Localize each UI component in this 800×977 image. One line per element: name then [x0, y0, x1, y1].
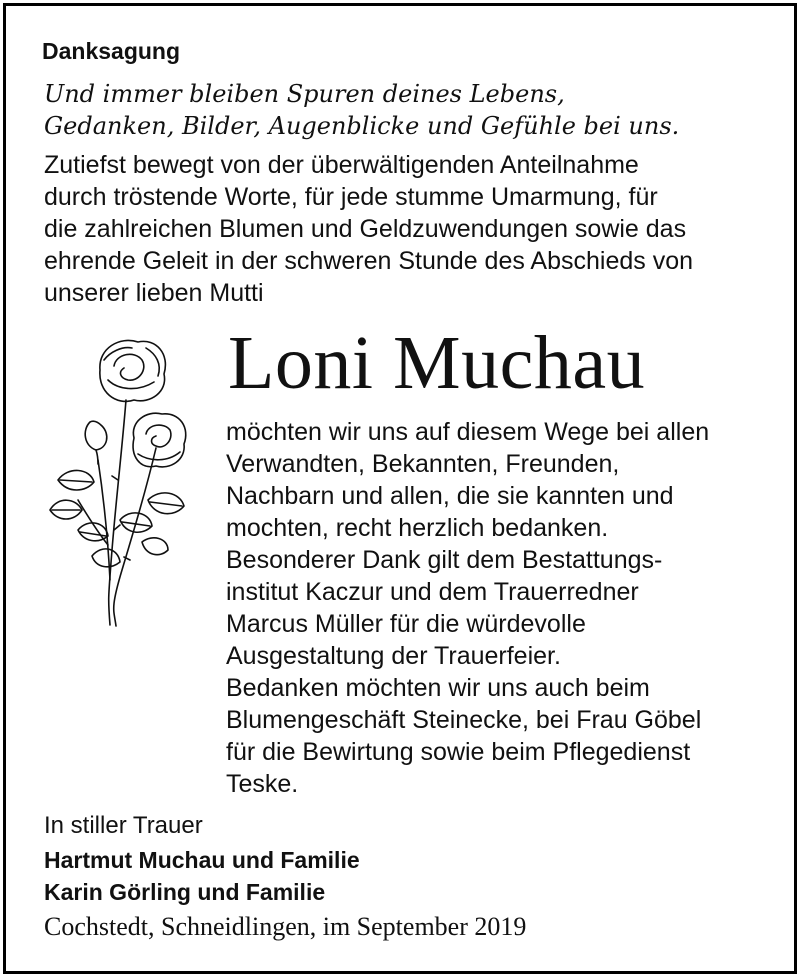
intro-line: Zutiefst bewegt von der überwältigenden Anteilnahme — [44, 151, 639, 179]
body-line: institut Kaczur und dem Trauerredner — [226, 578, 639, 606]
rose-icon — [38, 330, 198, 630]
body-line: Blumengeschäft Steinecke, bei Frau Göbel — [226, 706, 702, 734]
body-line: für die Bewirtung sowie beim Pflegedienst — [226, 738, 691, 766]
intro-line: die zahlreichen Blumen und Geldzuwendungen sowie das — [44, 215, 687, 243]
intro-line: ehrende Geleit in der schweren Stunde des Abschieds von — [44, 247, 694, 275]
body-line: möchten wir uns auf diesem Wege bei allen — [226, 418, 710, 446]
signers — [44, 844, 360, 908]
body-line: Bedanken möchten wir uns auch beim — [226, 674, 650, 702]
motto — [44, 78, 764, 142]
body-line: Marcus Müller für die würdevolle — [226, 610, 586, 638]
motto-line: Und immer bleiben Spuren deines Lebens, — [44, 80, 565, 108]
intro-paragraph — [44, 149, 784, 309]
body-line: Besonderer Dank gilt dem Bestattungs- — [226, 546, 663, 574]
intro-line: durch tröstende Worte, für jede stumme Umarmung, für — [44, 183, 658, 211]
closing-intro: In stiller Trauer — [44, 812, 203, 839]
body-line: Teske. — [226, 770, 299, 798]
body-line: mochten, recht herzlich bedanken. — [226, 514, 609, 542]
intro-line: unserer lieben Mutti — [44, 279, 264, 307]
place-and-date: Cochstedt, Schneidlingen, im September 2019 — [44, 912, 527, 941]
body-line: Verwandten, Bekannten, Freunden, — [226, 450, 620, 478]
signer: Karin Görling und Familie — [44, 879, 326, 905]
deceased-name: Loni Muchau — [228, 321, 646, 405]
body-line: Nachbarn und allen, die sie kannten und — [226, 482, 674, 510]
thanks-paragraph — [226, 416, 786, 800]
body-line: Ausgestaltung der Trauerfeier. — [226, 642, 561, 670]
motto-line: Gedanken, Bilder, Augenblicke und Gefühle bei uns. — [44, 112, 680, 140]
notice-heading: Danksagung — [42, 38, 181, 64]
signer: Hartmut Muchau und Familie — [44, 847, 360, 873]
